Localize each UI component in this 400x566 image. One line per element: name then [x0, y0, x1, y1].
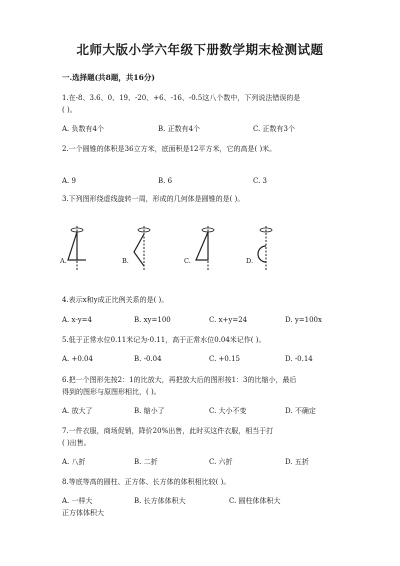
- question-4-text: 4.表示x和y成正比例关系的是( )。: [62, 296, 169, 304]
- question-5-option-a: A. +0.04: [62, 355, 93, 363]
- question-4-option-d: D. y=100x: [285, 316, 322, 324]
- question-4-option-c: C. x+y=24: [209, 316, 248, 324]
- question-3-option-a: A.: [60, 257, 67, 265]
- question-6-text-cont: 得到的图形与原图形相比，( )。: [62, 388, 161, 396]
- exam-title: 北师大版小学六年级下册数学期末检测试题: [76, 42, 324, 57]
- question-8-option-c: C. 圆柱体体积大: [229, 497, 281, 505]
- question-7-option-d: D. 五折: [285, 458, 309, 466]
- question-3-option-d: D.: [246, 257, 254, 265]
- question-2-option-a: A. 9: [62, 177, 76, 185]
- section-heading: 一.选择题(共8题，共16分): [62, 73, 155, 82]
- question-5-option-d: D. -0.14: [285, 355, 313, 363]
- question-2-text: 2.一个圆锥的体积是36立方米，底面积是12平方米，它的高是( )米。: [62, 145, 277, 153]
- question-7-option-a: A. 八折: [62, 458, 86, 466]
- question-5-option-c: C. +0.15: [209, 355, 241, 363]
- question-4-option-b: B. xy=100: [134, 316, 171, 324]
- rotation-figure-d: [254, 222, 280, 272]
- question-1-text: 1.在-8、3.6、0、19、-20、+6、-16、-0.5这八个数中，下列说法错误的是: [62, 94, 301, 102]
- question-5-option-b: B. -0.04: [134, 355, 162, 363]
- question-1-option-a: A. 负数有4个: [62, 125, 104, 133]
- question-8-option-a: A. 一样大: [62, 497, 93, 505]
- question-6-option-c: C. 大小不变: [209, 407, 247, 415]
- question-6-text: 6.把一个图形先按2：1的比放大，再把放大后的图形按1：3的比缩小，最后: [62, 376, 297, 384]
- question-6-option-a: A. 放大了: [62, 407, 93, 415]
- question-1-option-b: B. 正数有4个: [158, 125, 201, 133]
- question-3-text: 3.下列图形绕虚线旋转一周，形成的几何体是圆锥的是( )。: [62, 195, 245, 203]
- question-1-option-c: C. 正数有3个: [253, 125, 296, 133]
- question-2-option-b: B. 6: [158, 177, 173, 185]
- rotation-figure-b: [130, 222, 156, 272]
- question-7-text-cont: ( )出售。: [62, 439, 91, 447]
- question-1-text-cont: ( )。: [62, 106, 77, 114]
- question-3-option-b: B.: [122, 257, 129, 265]
- question-8-option-b: B. 长方体体积大: [134, 497, 186, 505]
- question-8-option-d: 正方体体积大: [62, 509, 104, 517]
- rotation-figure-a: [64, 222, 90, 272]
- question-8-text: 8.等底等高的圆柱、正方体、长方体的体积相比较( )。: [62, 478, 231, 486]
- question-7-option-b: B. 二折: [134, 458, 158, 466]
- question-7-text: 7.一件衣服，商场促销，降价20%出售，此时买这件衣服，相当于打: [62, 427, 274, 435]
- question-5-text: 5.低于正常水位0.11米记为-0.11，高于正常水位0.04米记作( )。: [62, 336, 266, 344]
- question-3-option-c: C.: [184, 257, 191, 265]
- question-6-option-d: D. 不确定: [285, 407, 316, 415]
- question-7-option-c: C. 六折: [209, 458, 233, 466]
- rotation-figure-c: [192, 222, 218, 272]
- question-2-option-c: C. 3: [253, 177, 268, 185]
- question-6-option-b: B. 缩小了: [134, 407, 165, 415]
- question-4-option-a: A. x-y=4: [62, 316, 92, 324]
